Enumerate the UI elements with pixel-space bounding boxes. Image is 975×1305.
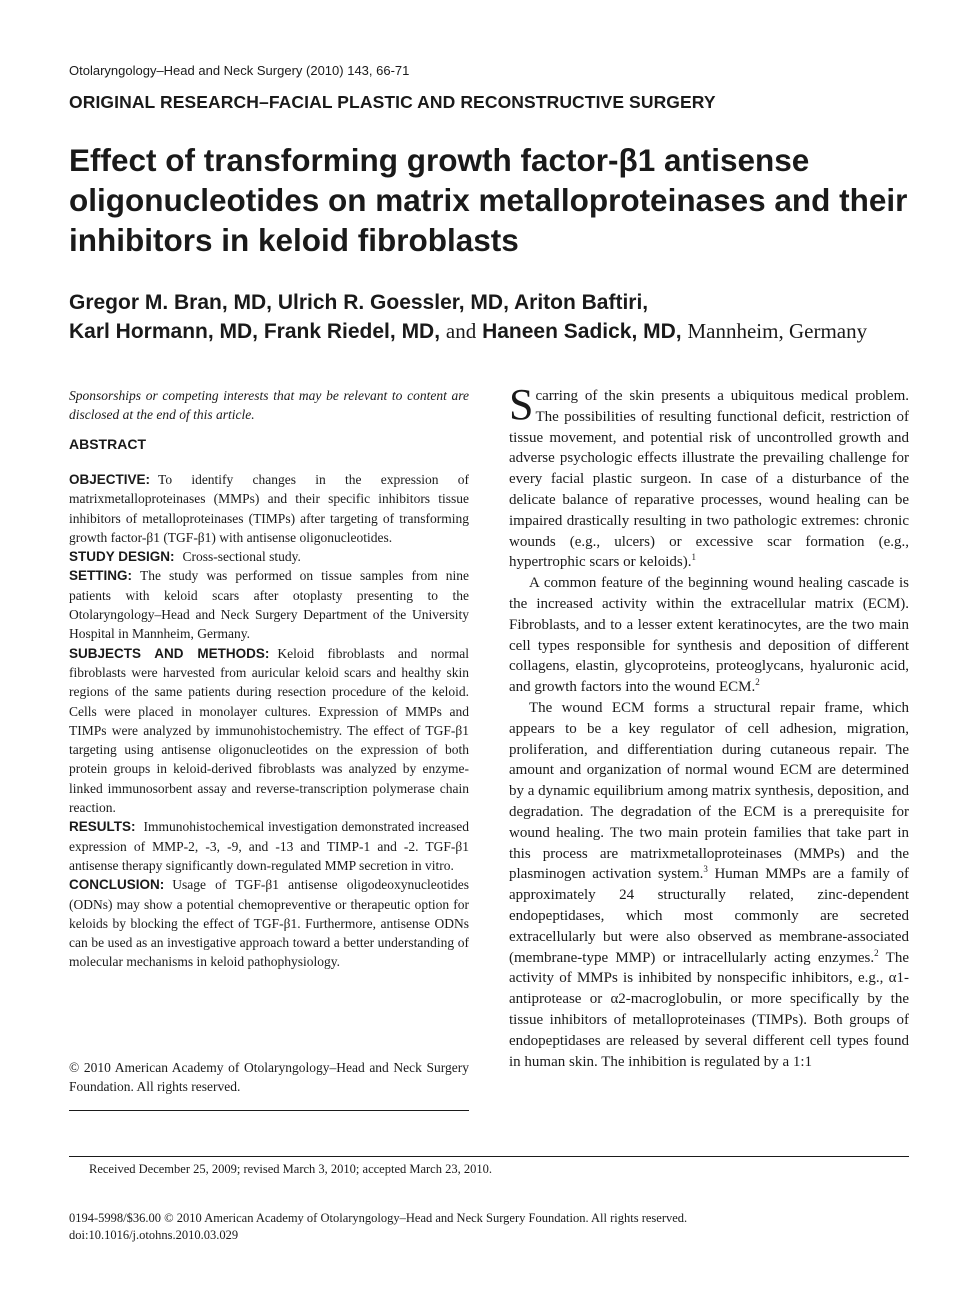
abstract-heading: ABSTRACT — [69, 436, 146, 452]
body-p2-text: A common feature of the beginning wound healing cascade is the increased activity within the extracellular matrix (ECM). Fibroblasts, and to a lesser extent keratinocytes, are the two main cell types responsible for synthesis and deposition of different collagens, elastin, glycoproteins, proteoglycans, hyaluronic acid, and growth factors into the wound ECM. — [509, 575, 909, 696]
journal-citation: Otolaryngology–Head and Neck Surgery (2010) 143, 66-71 — [69, 63, 410, 78]
results-text: Immunohistochemical investigation demonstrated increased expression of MMP-2, -3, -9, and -13 and TIMP-1 and -2. TGF-β1 antisense therapy significantly down-regulated MMP secretion in vitro. — [69, 819, 469, 873]
abstract-setting — [69, 566, 469, 643]
abstract-conclusion — [69, 875, 469, 971]
authors-line-2: Karl Hormann, MD, Frank Riedel, MD, — [69, 320, 441, 343]
author-location: Mannheim, Germany — [687, 319, 868, 343]
authors-last: Haneen Sadick, MD, — [482, 320, 682, 343]
doi-link[interactable]: doi:10.1016/j.otohns.2010.03.029 — [69, 1228, 239, 1242]
body-p3-text-a: The wound ECM forms a structural repair frame, which appears to be a key regulator of cell adhesion, migration, proliferation, and differentiation during cutaneous repair. The amount and organization of normal wound ECM are determined by a dynamic equilibrium among matrix synthesis, deposition, and degradation. The degradation of the ECM is a prerequisite for wound healing. The two main protein families that take part in this process are matrixmetalloproteinases (MMPs) and the plasminogen activation system. — [509, 699, 909, 883]
authors-line-1: Gregor M. Bran, MD, Ulrich R. Goessler, MD, Ariton Baftiri, — [69, 291, 649, 314]
footer-divider — [69, 1156, 909, 1157]
body-p3-text-b: Human MMPs are a family of approximately 24 structurally related, zinc-dependent endopeptidases, which most commonly are secreted extracellularly but were also observed as membrane-associated (membrane-type MMP) or intracellularly acting enzymes. — [509, 866, 910, 966]
abstract-methods — [69, 644, 469, 818]
abstract-objective — [69, 470, 469, 547]
reference-link[interactable]: 2 — [755, 677, 760, 688]
abstract-body — [69, 470, 469, 972]
design-label: STUDY DESIGN: — [69, 549, 175, 565]
reference-link[interactable]: 3 — [703, 864, 708, 875]
abstract-results — [69, 817, 469, 875]
results-label: RESULTS: — [69, 819, 136, 835]
design-text: Cross-sectional study. — [182, 549, 301, 565]
body-paragraph-3 — [509, 698, 909, 1072]
body-paragraph-1 — [509, 380, 909, 573]
conclusion-text: Usage of TGF-β1 antisense oligodeoxynucleotides (ODNs) may show a potential chemopreventive or therapeutic option for keloids by blocking the effect of TGF-β1. Furthermore, antisense ODNs can be used as an investigative approach toward a better understanding of molecular mechanisms in keloid pathophysiology. — [69, 877, 469, 970]
issn-line: 0194-5998/$36.00 © 2010 American Academy of Otolaryngology–Head and Neck Surgery Foundation. All rights reserved. — [69, 1211, 688, 1225]
sponsorship-note: Sponsorships or competing interests that may be relevant to content are disclosed at the end of this article. — [69, 388, 469, 422]
reference-link[interactable]: 2 — [874, 947, 879, 958]
body-paragraph-2 — [509, 573, 909, 698]
conclusion-label: CONCLUSION: — [69, 877, 165, 893]
section-label: ORIGINAL RESEARCH–FACIAL PLASTIC AND RECONSTRUCTIVE SURGERY — [69, 92, 716, 112]
setting-text: The study was performed on tissue samples from nine patients with keloid scars after otoplasty presenting to the Otolaryngology–Head and Neck Surgery Department of the University Hospital in Mannheim, Germany. — [69, 568, 469, 642]
body-p3-text-c: The activity of MMPs is inhibited by nonspecific inhibitors, e.g., α1-antiprotease or α2-macroglobulin, or more specifically by the tissue inhibitors of metalloproteinases (TIMPs). Both groups of endopeptidases are released by several different cell types found in human skin. The inhibition is regulated by a 1:1 — [509, 949, 909, 1070]
methods-text: Keloid fibroblasts and normal fibroblasts were harvested from auricular keloid scars and healthy skin regions of the same patients during resection procedure of the keloid. Cells were placed in monolayer cultures. Expression of MMPs and TIMPs were analyzed by immunohistochemistry. The effect of TGF-β1 targeting using antisense oligonucleotides on the expression of both protein groups in keloid-derived fibroblasts was analyzed by enzyme-linked immunosorbent assay and reverse-transcription polymerase chain reaction. — [69, 645, 470, 816]
article-title: Effect of transforming growth factor-β1 antisense oligonucleotides on matrix metalloproteinases and their inhibitors in keloid fibroblasts — [69, 142, 908, 258]
abstract-copyright: © 2010 American Academy of Otolaryngology–Head and Neck Surgery Foundation. All rights reserved. — [69, 1060, 469, 1095]
objective-text: To identify changes in the expression of matrixmetalloproteinases (MMPs) and their specific inhibitors tissue inhibitors of metalloproteinases (TIMPs) after targeting of transforming growth factor-β1 (TGF-β1) with antisense oligonucleotides. — [69, 472, 469, 545]
received-dates: Received December 25, 2009; revised March 3, 2010; accepted March 23, 2010. — [89, 1162, 492, 1176]
body-p1-text: carring of the skin presents a ubiquitous medical problem. The possibilities of resulting functional deficit, restriction of tissue movement, and potential risk of uncontrolled growth and adverse psychologic effects illustrate the prevailing challenge for every facial plastic surgeon. In case of a disturbance of the delicate balance of reparative processes, wound healing can be impaired drastically resulting in two pathologic extremes: chronic wounds (e.g., ulcers) or excessive scar formation (e.g., hypertrophic scars or keloids). — [509, 388, 909, 571]
reference-link[interactable]: 1 — [691, 552, 696, 563]
body-text-column — [509, 380, 910, 1072]
abstract-design — [69, 547, 469, 566]
author-list — [69, 289, 939, 346]
methods-label: SUBJECTS AND METHODS: — [69, 645, 270, 661]
objective-label: OBJECTIVE: — [69, 472, 151, 487]
drop-cap: S — [509, 380, 534, 429]
setting-label: SETTING: — [69, 568, 132, 584]
abstract-divider — [69, 1110, 469, 1111]
authors-and: and — [445, 319, 477, 343]
